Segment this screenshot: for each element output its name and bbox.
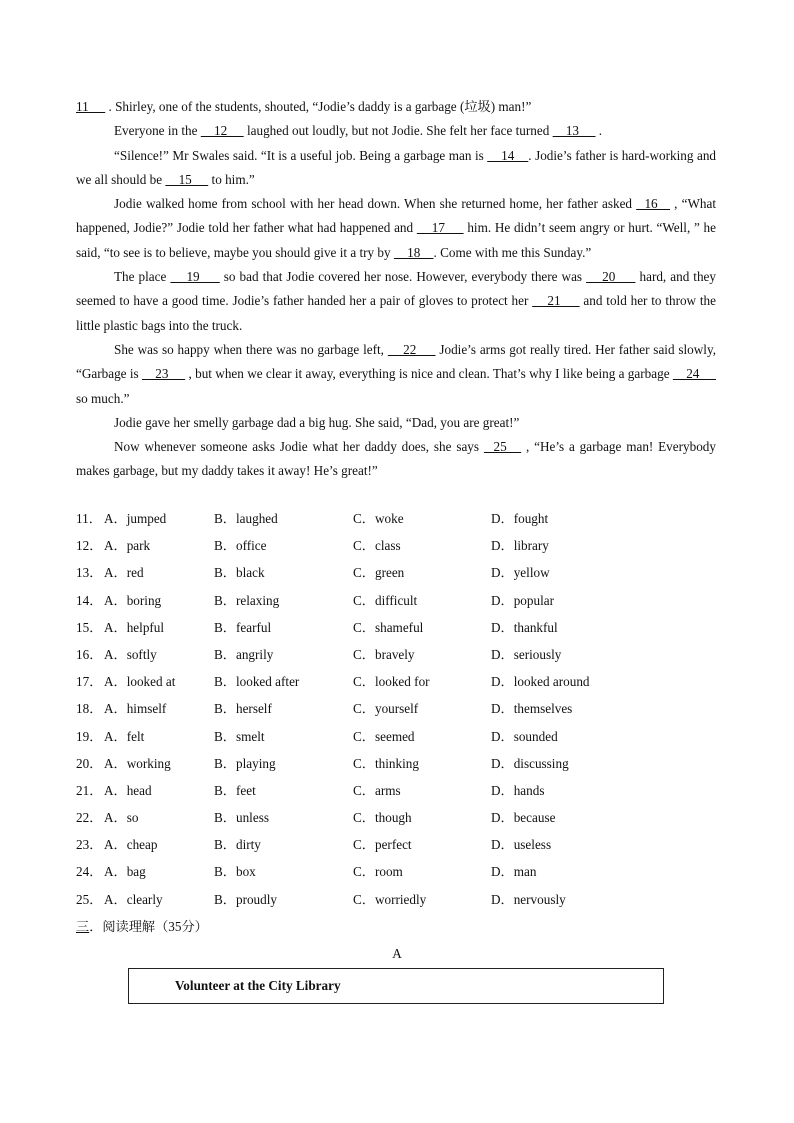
option-c: C．yourself [353,701,419,717]
option-d: D．man [491,864,537,880]
passage-paragraph-3: “Silence!” Mr Swales said. “It is a useful job. Being a garbage man is 14 . Jodie’s father is hard-working and we all should be 15 to him.” [76,147,717,187]
option-row [76,780,736,807]
option-a: A．softly [104,646,157,662]
blank-20: 20 [586,269,636,285]
passage-title-box [128,968,664,1004]
option-a: A．jumped [104,511,167,526]
option-b: B．playing [214,755,276,771]
answer-options-list [76,508,736,916]
option-row [76,861,736,888]
option-c: C．shameful [353,619,424,635]
blank-12: 12 [200,123,244,139]
option-a: A．helpful [104,619,165,635]
option-a: A．boring [104,592,162,608]
question-number: 11． [76,511,102,526]
option-c: C．bravely [353,646,415,662]
option-a: A．himself [104,701,167,717]
option-a: A．clearly [104,891,163,907]
option-row [76,535,736,562]
question-number: 22． [76,810,103,826]
part-letter: A [392,946,402,961]
blank-23: 23 [141,366,186,382]
question-number: 23． [76,837,103,853]
blank-16: 16 [636,196,671,212]
option-d: D．seriously [491,646,562,662]
option-d: D．library [491,538,549,554]
option-b: B．box [214,864,256,880]
question-number: 25． [76,891,103,907]
option-c: C．perfect [353,837,412,853]
option-c: C．seemed [353,728,415,744]
option-b: B．laughed [214,511,278,526]
option-a: A．head [104,782,152,798]
question-number: 12． [76,538,103,554]
option-row [76,508,736,535]
question-number: 20． [76,755,103,771]
option-c: C．though [353,810,412,826]
option-c: C．thinking [353,755,419,771]
blank-17: 17 [416,220,464,236]
option-c: C．class [353,538,401,554]
question-number: 13． [76,565,103,581]
option-row [76,671,736,698]
question-number: 14． [76,592,103,608]
option-d: D．useless [491,837,552,853]
passage-paragraph-1: 11 . Shirley, one of the students, shouted, “Jodie’s daddy is a garbage (垃圾) man!” [76,99,532,114]
option-d: D．nervously [491,891,566,907]
option-d: D．looked around [491,674,590,690]
option-c: C．green [353,565,405,581]
option-d: D．hands [491,782,545,798]
cloze-passage [76,95,716,484]
option-b: B．smelt [214,728,265,744]
passage-paragraph-8: Now whenever someone asks Jodie what her daddy does, she says 25 , “He’s a garbage man! Everybody makes garbage, but my daddy takes it away! He’s great!” [76,439,716,479]
section-number: 三 [76,919,90,934]
blank-18: 18 [393,244,434,260]
option-a: A．cheap [104,837,158,853]
option-a: A．so [104,810,139,826]
option-row [76,562,736,589]
option-b: B．relaxing [214,592,280,608]
option-a: A．park [104,538,151,554]
passage-paragraph-6: She was so happy when there was no garbage left, 22 Jodie’s arms got really tired. Her father said slowly, “Garbage is 23 , but when we clear it away, everything is nice and clean. That’s why I like being a garbage 24 so much.” [76,341,717,406]
option-row [76,644,736,671]
option-b: B．fearful [214,619,272,635]
passage-paragraph-4: Jodie walked home from school with her head down. When she returned home, her father asked 16 , “What happened, Jodie?” Jodie told her father what had happened and 17 him. He didn’t seem angry or hurt. “Well, ” he said, “to see is to believe, maybe you should give it a try by 18 . Come with me this Sunday.” [76,196,717,260]
option-d: D．fought [491,511,549,526]
option-d: D．themselves [491,701,573,717]
option-row [76,617,736,644]
option-c: C．arms [353,782,401,798]
option-d: D．popular [491,592,554,608]
option-b: B．looked after [214,674,300,690]
option-row [76,807,736,834]
question-number: 18． [76,701,103,717]
section-heading [76,916,208,938]
option-c: C．difficult [353,592,418,608]
option-c: C．room [353,864,403,880]
passage-paragraph-7: Jodie gave her smelly garbage dad a big hug. She said, “Dad, you are great!” [114,414,520,430]
option-a: A．felt [104,728,145,744]
option-b: B．dirty [214,837,261,853]
question-number: 16． [76,646,103,662]
section-title: ．阅读理解（35分） [89,919,208,934]
option-c: C．looked for [353,674,430,690]
option-row [76,698,736,725]
option-c: C．woke [353,511,404,526]
blank-24: 24 [672,366,717,382]
passage-paragraph-5: The place 19 so bad that Jodie covered her nose. However, everybody there was 20 hard, and they seemed to have a good time. Jodie’s father handed her a pair of gloves to protect her 21 and told her to throw the little plastic bags into the truck. [76,269,717,333]
option-d: D．sounded [491,728,558,744]
blank-14: 14 [487,147,529,163]
blank-21: 21 [532,293,580,309]
option-d: D．discussing [491,755,569,771]
blank-13: 13 [552,123,596,139]
option-d: D．because [491,810,556,826]
option-b: B．proudly [214,891,278,907]
blank-11: 11 [76,99,106,114]
question-number: 19． [76,728,103,744]
question-number: 24． [76,864,103,880]
question-number: 15． [76,619,103,635]
option-row [76,590,736,617]
option-a: A．working [104,755,171,771]
blank-25: 25 [483,439,522,455]
option-b: B．unless [214,810,269,826]
passage-paragraph-2: Everyone in the 12 laughed out loudly, but not Jodie. She felt her face turned 13 . [114,123,603,139]
question-number: 17． [76,674,103,690]
blank-15: 15 [165,171,209,187]
option-row [76,889,736,916]
option-d: D．thankful [491,619,558,635]
option-row [76,753,736,780]
option-a: A．bag [104,864,146,880]
blank-22: 22 [387,341,436,357]
blank-19: 19 [170,269,220,285]
option-b: B．herself [214,701,272,717]
option-a: A．red [104,565,144,581]
question-number: 21． [76,782,103,798]
option-row [76,834,736,861]
option-b: B．feet [214,782,256,798]
option-a: A．looked at [104,674,176,690]
option-row [76,726,736,753]
option-b: B．angrily [214,646,274,662]
option-b: B．black [214,565,265,581]
option-c: C．worriedly [353,891,427,907]
option-b: B．office [214,538,267,554]
passage-title: Volunteer at the City Library [175,978,341,993]
option-d: D．yellow [491,565,550,581]
